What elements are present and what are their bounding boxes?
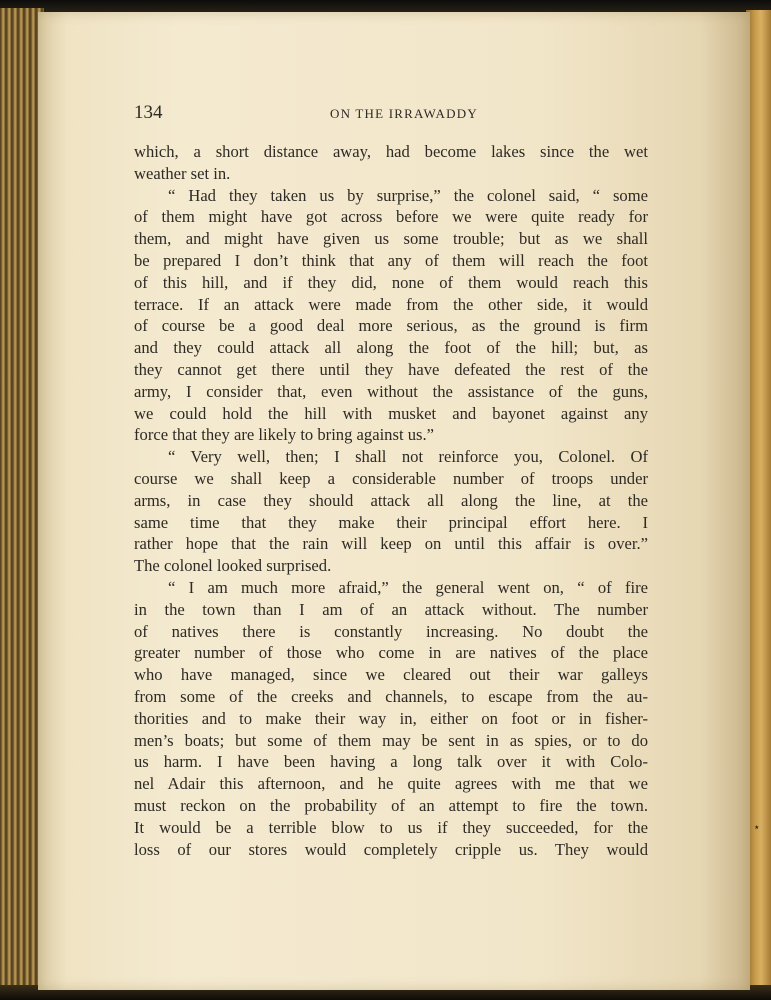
page-header [134,102,654,128]
text-line: nel Adair this afternoon, and he quite agrees with me that we [134,774,648,794]
text-line: army, I consider that, even without the assistance of the guns, [134,381,648,401]
text-line: of them might have got across before we were quite ready for [134,207,648,227]
text-line: weather set in. [134,163,231,183]
text-line: us harm. I have been having a long talk over it with Colo- [134,752,648,772]
text-line: of course be a good deal more serious, as the ground is firm [134,316,648,336]
text-line: we could hold the hill with musket and bayonet against any [134,403,648,423]
text-line: force that they are likely to bring against us.” [134,425,434,445]
text-line: in the town than I am of an attack without. The number [134,599,648,619]
text-line: men’s boats; but some of them may be sent in as spies, or to do [134,730,648,750]
text-line: from some of the creeks and channels, to escape from the au- [134,686,648,706]
page-number: 134 [134,102,163,123]
text-line: them, and might have given us some trouble; but as we shall [134,229,648,249]
text-line: who have managed, since we cleared out their war galleys [134,665,648,685]
text-line: thorities and to make their way in, either on foot or in fisher- [134,708,648,728]
text-line: greater number of those who come in are natives of the place [134,643,648,663]
text-line: loss of our stores would completely cripple us. They would [134,839,648,859]
text-line: It would be a terrible blow to us if they succeeded, for the [134,817,648,837]
text-line: arms, in case they should attack all along the line, at the [134,490,648,510]
text-line: “ Very well, then; I shall not reinforce you, Colonel. Of [168,447,648,467]
text-line: of this hill, and if they did, none of them would reach this [134,272,648,292]
text-line: rather hope that the rain will keep on until this affair is over.” [134,534,648,554]
text-line: The colonel looked surprised. [134,556,332,576]
body-text [134,141,648,860]
margin-mark: ٭ [754,822,760,833]
text-line: of natives there is constantly increasing. No doubt the [134,621,648,641]
text-line: they cannot get there until they have defeated the rest of the [134,359,648,379]
text-line: which, a short distance away, had become lakes since the wet [134,142,648,161]
text-line: same time that they make their principal effort here. I [134,512,648,532]
text-line: “ Had they taken us by surprise,” the colonel said, “ some [168,185,648,205]
text-line: “ I am much more afraid,” the general went on, “ of fire [168,577,648,597]
text-line: course we shall keep a considerable number of troops under [134,468,648,488]
text-line: be prepared I don’t think that any of them will reach the foot [134,250,648,270]
text-line: must reckon on the probability of an attempt to fire the town. [134,795,648,815]
text-line: and they could attack all along the foot of the hill; but, as [134,338,648,358]
running-head: ON THE IRRAWADDY [330,106,478,121]
text-line: terrace. If an attack were made from the other side, it would [134,294,648,314]
